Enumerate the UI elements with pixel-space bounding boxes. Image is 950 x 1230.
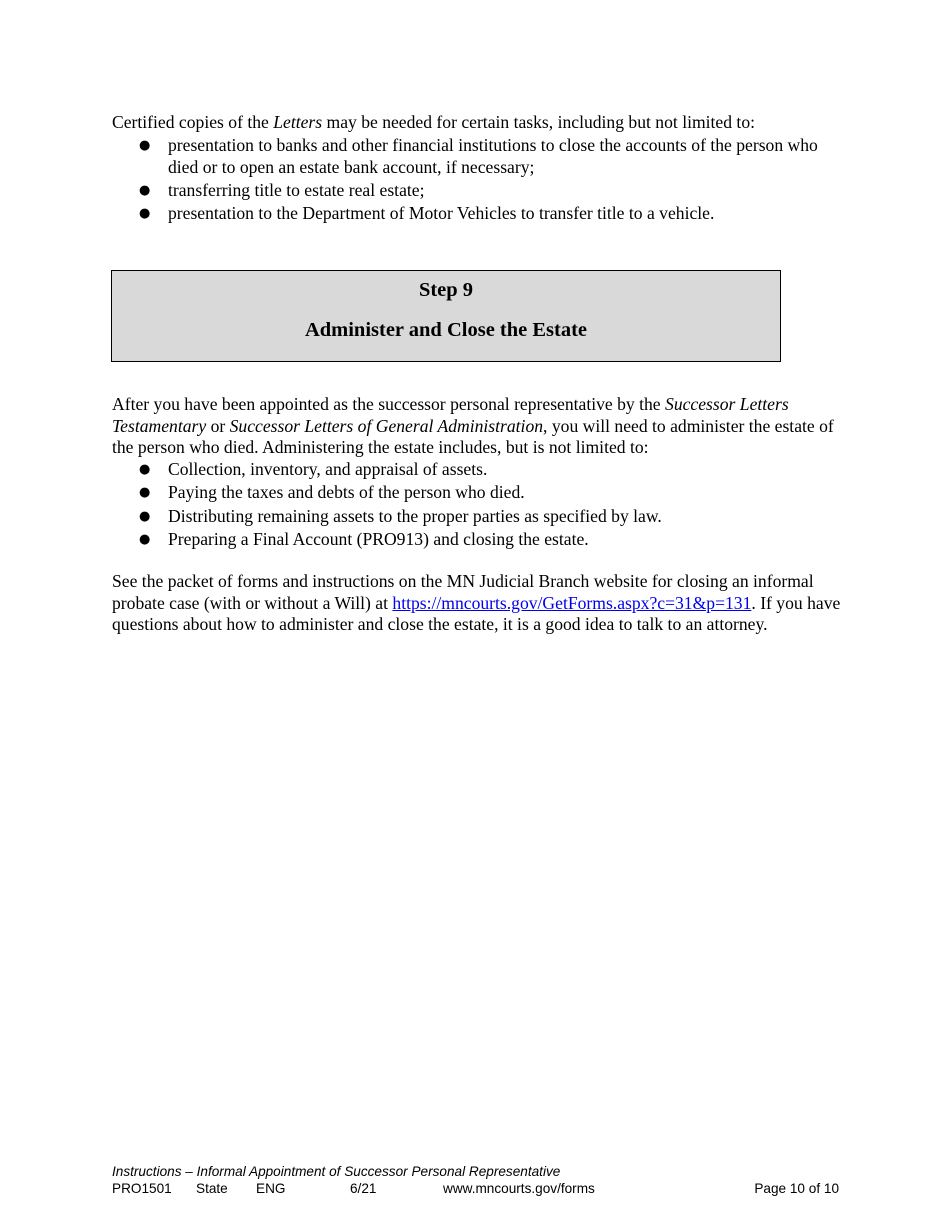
bullet-icon: ● xyxy=(139,508,151,524)
administer-tasks-list xyxy=(112,459,842,552)
certified-copies-list xyxy=(112,135,842,226)
step-title: Administer and Close the Estate xyxy=(304,319,588,341)
forms-link[interactable]: https://mncourts.gov/GetForms.aspx?c=31&p=131 xyxy=(392,592,752,613)
list-item xyxy=(112,459,842,481)
list-item xyxy=(112,482,842,504)
list-item xyxy=(112,135,842,178)
forms-paragraph xyxy=(112,571,842,636)
footer-scope: State xyxy=(196,1181,228,1196)
list-item-text: transferring title to estate real estate; xyxy=(168,179,425,200)
list-item xyxy=(112,506,842,528)
paragraph-text: . If you have questions about how to administer and close the estate, it is a good idea to talk to an attorney. xyxy=(112,592,841,634)
step-heading-box xyxy=(111,270,781,362)
paragraph-emphasis: Successor Letters of General Administration xyxy=(229,415,544,436)
list-item xyxy=(112,180,842,202)
bullet-icon: ● xyxy=(139,182,151,198)
bullet-icon: ● xyxy=(139,531,151,547)
list-item-text: presentation to the Department of Motor Vehicles to transfer title to a vehicle. xyxy=(168,203,715,224)
intro-text-end: may be needed for certain tasks, including but not limited to: xyxy=(322,112,756,132)
paragraph-emphasis: Successor Letters Testamentary xyxy=(112,394,789,436)
footer-date: 6/21 xyxy=(350,1181,377,1196)
list-item-text: presentation to banks and other financial institutions to close the accounts of the person who died or to open an estate bank account, if necessary; xyxy=(168,135,818,177)
bullet-icon: ● xyxy=(139,206,151,222)
footer-page-number: Page 10 of 10 xyxy=(754,1181,839,1196)
step-number: Step 9 xyxy=(418,279,474,301)
paragraph-text: After you have been appointed as the successor personal representative by the xyxy=(112,394,666,414)
list-item xyxy=(112,529,842,551)
footer-row xyxy=(112,1180,839,1197)
footer-url: www.mncourts.gov/forms xyxy=(443,1181,595,1196)
bullet-icon: ● xyxy=(139,462,151,477)
intro-text: Certified copies of the xyxy=(112,112,274,132)
list-item xyxy=(112,203,842,225)
list-item-text: Paying the taxes and debts of the person who died. xyxy=(168,482,525,503)
footer-title: Instructions – Informal Appointment of Successor Personal Representative xyxy=(112,1164,561,1179)
list-item-text: Collection, inventory, and appraisal of assets. xyxy=(168,459,488,479)
list-item-text: Preparing a Final Account (PRO913) and closing the estate. xyxy=(168,528,589,549)
bullet-icon: ● xyxy=(139,485,151,501)
footer-language: ENG xyxy=(256,1181,286,1196)
list-item-text: Distributing remaining assets to the proper parties as specified by law. xyxy=(168,505,662,526)
paragraph-text: or xyxy=(206,415,230,436)
intro-paragraph xyxy=(112,112,842,134)
footer-form-number: PRO1501 xyxy=(112,1181,172,1196)
paragraph-text: , you will need to administer the estate of the person who died. Administering the estate includes, but is not limited to: xyxy=(112,415,834,457)
intro-emphasis: Letters xyxy=(273,112,323,132)
bullet-icon: ● xyxy=(139,138,151,153)
paragraph-text: See the packet of forms and instructions on the MN Judicial Branch website for closing an informal probate case (with or without a Will) at xyxy=(112,571,814,613)
administer-paragraph xyxy=(112,394,842,459)
